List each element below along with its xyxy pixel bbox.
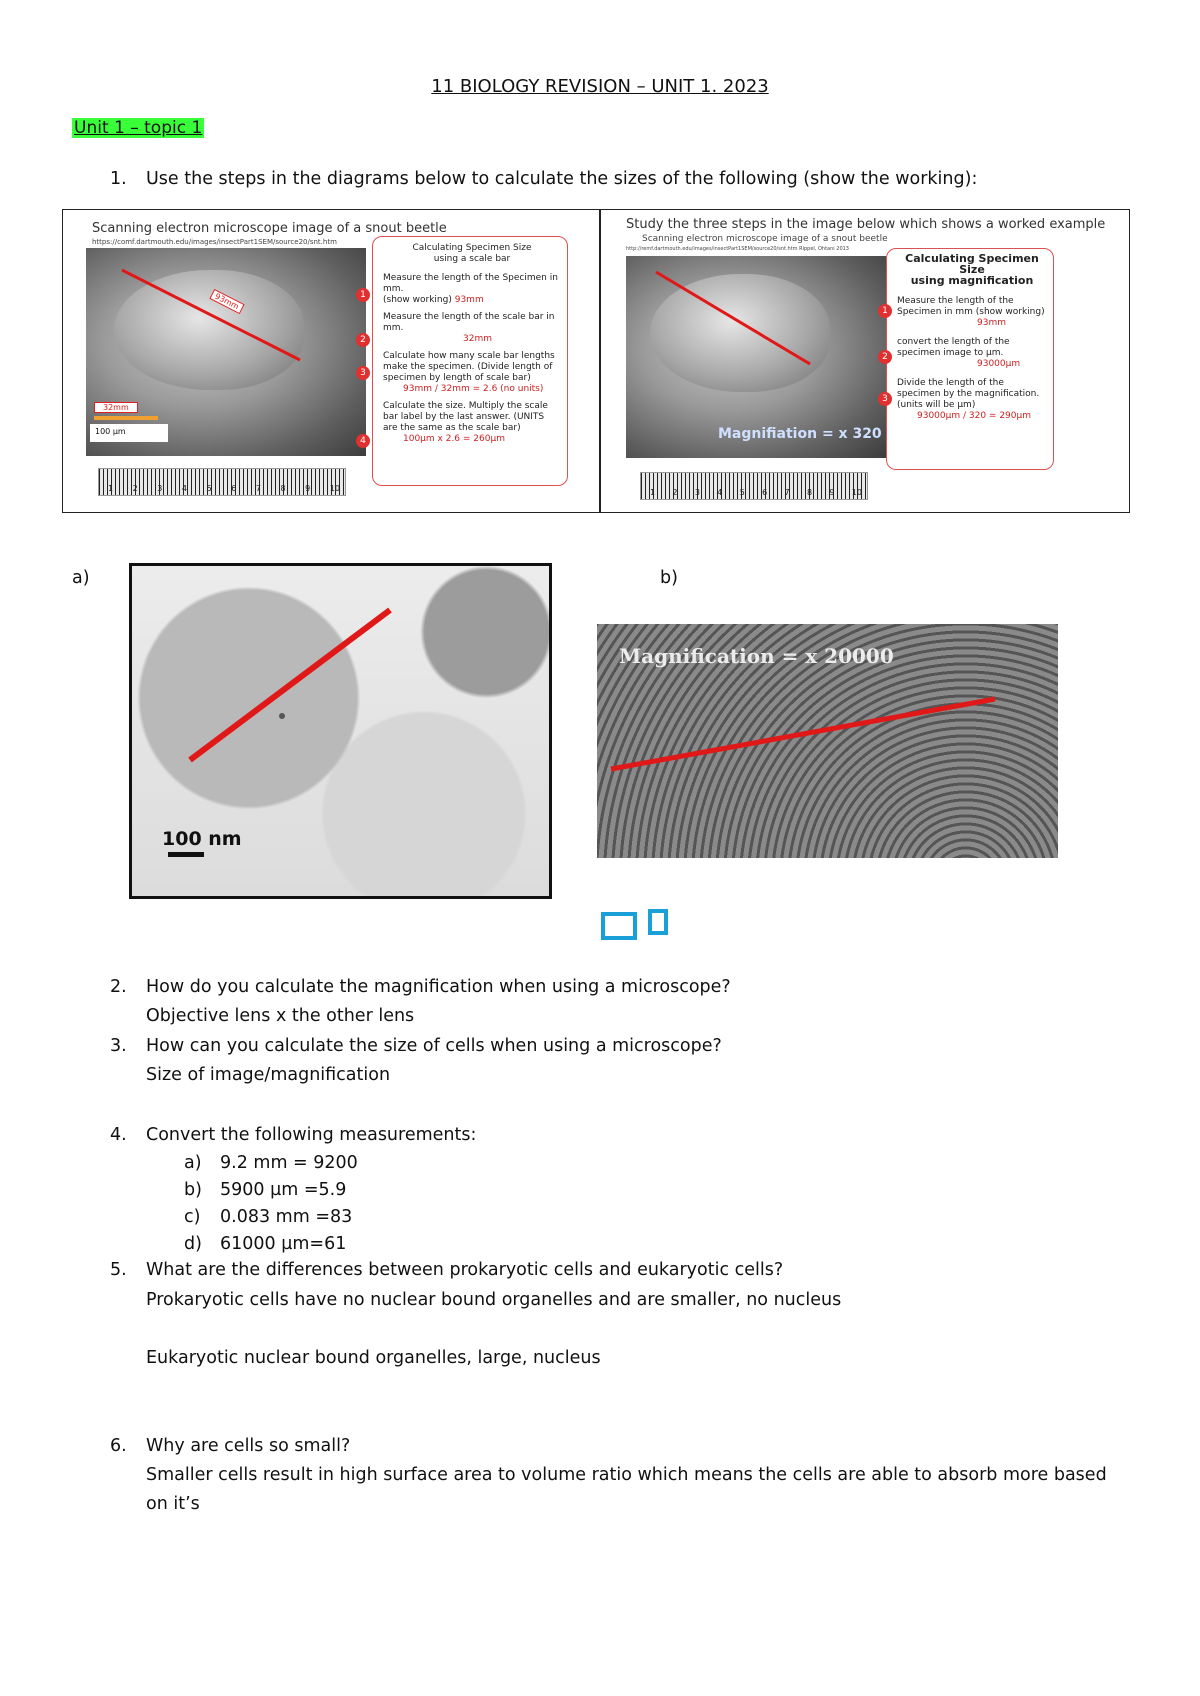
step-3: Divide the length of the specimen by the magnification. (units will be µm) 93000µm / 320 = 290µm — [897, 378, 1040, 421]
answer-text: Prokaryotic cells have no nuclear bound organelles and are smaller, no nucleus — [146, 1290, 842, 1310]
part-a-label: a) — [72, 568, 90, 588]
item-label: b) — [184, 1180, 202, 1200]
box-subtitle: using magnification — [910, 274, 1034, 287]
answer-text: Size of image/magnification — [146, 1065, 391, 1085]
blue-box-large[interactable] — [601, 912, 637, 940]
question-text: Convert the following measurements: — [146, 1125, 477, 1145]
example-right-caption: Study the three steps in the image below which shows a worked example — [626, 217, 1106, 232]
conversion-item: 5900 µm =5.9 — [220, 1180, 347, 1200]
question-number: 3. — [110, 1036, 127, 1056]
ruler-numbers: 1 2 3 4 5 6 7 8 9 10 — [108, 484, 340, 493]
steps-box-right — [886, 248, 1054, 470]
ruler-left — [98, 468, 346, 496]
question-number: 6. — [110, 1436, 127, 1456]
item-label: a) — [184, 1153, 202, 1173]
answer-text: on it’s — [146, 1494, 200, 1514]
example-left-url: https://comf.dartmouth.edu/images/insectPart1SEM/source20/snt.htm — [92, 238, 337, 246]
step-4: Calculate the size. Multiply the scale bar label by the last answer. (UNITS are the same as the scale bar) 100µm x 2.6 = 260µm — [383, 401, 548, 444]
scale-label: 100 nm — [162, 828, 242, 850]
answer-text: Objective lens x the other lens — [146, 1006, 415, 1026]
beetle-image-right — [626, 256, 886, 458]
ruler-right — [640, 472, 868, 500]
magnification-label: Magnifiation = x 320 — [718, 426, 882, 442]
box-title: Calculating Specimen Size — [412, 243, 532, 253]
item-label: d) — [184, 1234, 202, 1254]
blue-box-small[interactable] — [648, 909, 668, 935]
example-right-url: http://remf.dartmouth.edu/images/insectPart1SEM/source20/snt.htm Rippel, Ohtani 2013 — [626, 246, 849, 252]
micrograph-b — [597, 624, 1058, 858]
step-number-1: 1 — [878, 304, 892, 318]
step-number-3: 3 — [356, 366, 370, 380]
example-table-divider — [599, 209, 601, 513]
step-1: Measure the length of the Specimen in mm. (show working) 93mm — [383, 273, 558, 305]
question-text: How can you calculate the size of cells when using a microscope? — [146, 1036, 722, 1056]
question-text: Use the steps in the diagrams below to calculate the sizes of the following (show the working): — [146, 169, 978, 189]
step-number-3: 3 — [878, 392, 892, 406]
example-left-caption: Scanning electron microscope image of a snout beetle — [92, 221, 447, 236]
step-number-1: 1 — [356, 288, 370, 302]
question-text: How do you calculate the magnification when using a microscope? — [146, 977, 731, 997]
step-number-2: 2 — [356, 333, 370, 347]
scale-bar-label: 100 µm — [90, 424, 168, 442]
micrograph-a — [129, 563, 552, 899]
question-text: What are the differences between prokaryotic cells and eukaryotic cells? — [146, 1260, 784, 1280]
conversion-item: 0.083 mm =83 — [220, 1207, 353, 1227]
question-number: 4. — [110, 1125, 127, 1145]
step-1: Measure the length of the Specimen in mm (show working) 93mm — [897, 296, 1045, 328]
document-title: 11 BIOLOGY REVISION – UNIT 1. 2023 — [431, 76, 769, 97]
box-title: Calculating Specimen Size — [905, 252, 1039, 276]
conversion-item: 61000 µm=61 — [220, 1234, 347, 1254]
question-number: 5. — [110, 1260, 127, 1280]
example-right-subcaption: Scanning electron microscope image of a snout beetle — [642, 234, 888, 244]
conversion-item: 9.2 mm = 9200 — [220, 1153, 358, 1173]
scale-bar — [94, 416, 158, 420]
diagonal-label: 93mm — [209, 289, 244, 314]
question-3 — [0, 1032, 1200, 1092]
step-3: Calculate how many scale bar lengths make the specimen. (Divide length of specimen by length of scale bar) 93mm / 32mm = 2.6 (no units) — [383, 351, 555, 394]
scale-measure-label: 32mm — [94, 402, 138, 413]
steps-box-left — [372, 236, 568, 486]
question-number: 1. — [110, 169, 127, 189]
item-label: c) — [184, 1207, 201, 1227]
question-5 — [0, 1256, 1200, 1376]
answer-text: Eukaryotic nuclear bound organelles, large, nucleus — [146, 1348, 601, 1368]
question-6 — [0, 1432, 1200, 1532]
answer-text: Smaller cells result in high surface area to volume ratio which means the cells are able to absorb more based — [146, 1465, 1107, 1485]
question-4 — [0, 1121, 1200, 1261]
step-2: convert the length of the specimen image to µm. 93000µm — [897, 337, 1021, 369]
scale-bar — [168, 852, 204, 857]
question-text: Why are cells so small? — [146, 1436, 351, 1456]
step-number-2: 2 — [878, 350, 892, 364]
box-subtitle: using a scale bar — [433, 254, 511, 264]
question-2 — [0, 973, 1200, 1033]
step-2: Measure the length of the scale bar in mm. 32mm — [383, 312, 555, 344]
topic-heading: Unit 1 – topic 1 — [74, 118, 203, 138]
part-b-label: b) — [660, 568, 678, 588]
question-number: 2. — [110, 977, 127, 997]
ruler-numbers: 1 2 3 4 5 6 7 8 9 10 — [650, 488, 862, 497]
beetle-image-left — [86, 248, 366, 456]
magnification-label: Magnification = x 20000 — [619, 644, 894, 668]
step-number-4: 4 — [356, 434, 370, 448]
